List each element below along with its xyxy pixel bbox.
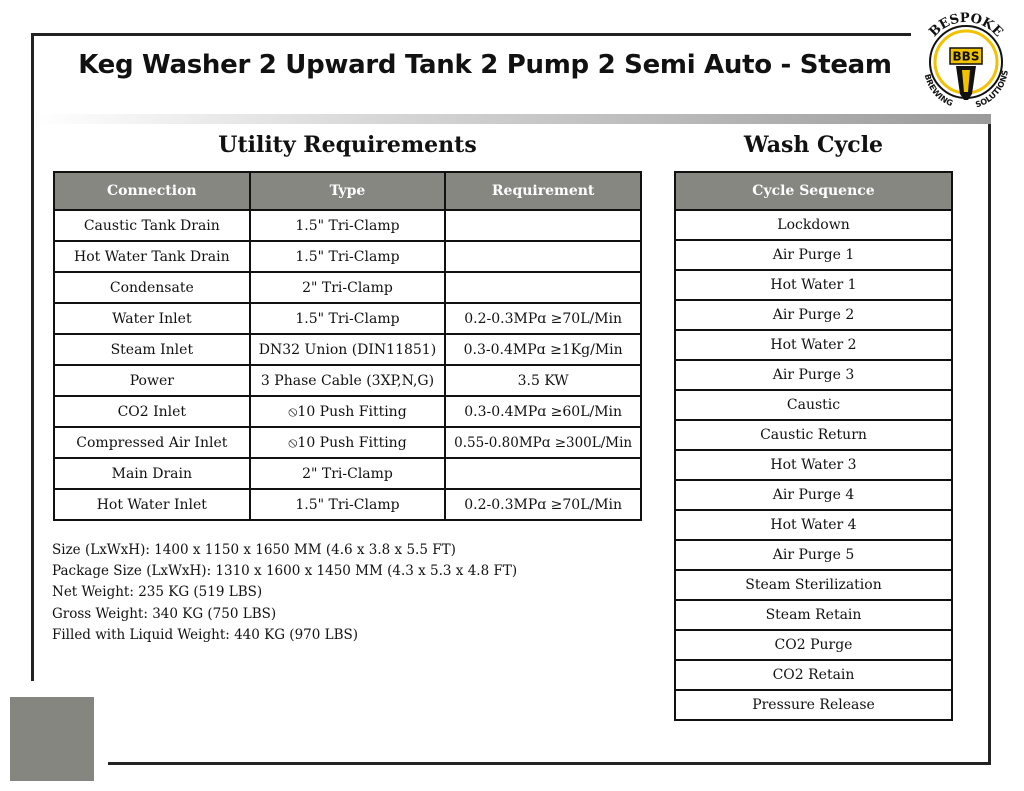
requirement-cell: 0.55-0.80MPɑ ≥300L/Min: [445, 427, 641, 458]
list-item: [675, 420, 952, 450]
requirement-cell: [445, 210, 641, 241]
cycle-step: Air Purge 5: [675, 540, 952, 570]
type-cell: 1.5" Tri-Clamp: [250, 210, 446, 241]
cycle-step: CO2 Retain: [675, 660, 952, 690]
connection-cell: Hot Water Inlet: [54, 489, 250, 520]
list-item: [675, 510, 952, 540]
connection-cell: Compressed Air Inlet: [54, 427, 250, 458]
cycle-step: Caustic: [675, 390, 952, 420]
column-header-cycle-sequence: Cycle Sequence: [675, 172, 952, 210]
connection-cell: Main Drain: [54, 458, 250, 489]
table-row: [54, 365, 641, 396]
table-row: [54, 458, 641, 489]
cycle-step: CO2 Purge: [675, 630, 952, 660]
cycle-step: Pressure Release: [675, 690, 952, 720]
list-item: [675, 600, 952, 630]
list-item: [675, 240, 952, 270]
list-item: [675, 570, 952, 600]
type-cell: 1.5" Tri-Clamp: [250, 303, 446, 334]
utility-header-row: [54, 172, 641, 210]
type-cell: ⦸10 Push Fitting: [250, 396, 446, 427]
type-cell: 3 Phase Cable (3XP,N,G): [250, 365, 446, 396]
requirement-cell: 0.3-0.4MPɑ ≥60L/Min: [445, 396, 641, 427]
frame-top-line: [31, 33, 911, 36]
utility-requirements-table: [53, 171, 642, 521]
header-gradient-band: [34, 114, 991, 124]
wash-header-row: [675, 172, 952, 210]
list-item: [675, 690, 952, 720]
spec-filled-weight: Filled with Liquid Weight: 440 KG (970 LBS): [52, 626, 359, 643]
logo-top-text: BESPOKE: [926, 10, 1006, 41]
connection-cell: Water Inlet: [54, 303, 250, 334]
requirement-cell: 0.3-0.4MPɑ ≥1Kg/Min: [445, 334, 641, 365]
wash-cycle-title: Wash Cycle: [743, 132, 884, 158]
cycle-step: Caustic Return: [675, 420, 952, 450]
table-row: [54, 303, 641, 334]
specifications-block: [52, 540, 612, 646]
list-item: [675, 630, 952, 660]
spec-size: Size (LxWxH): 1400 x 1150 x 1650 MM (4.6 x 3.8 x 5.5 FT): [52, 542, 456, 558]
type-cell: 2" Tri-Clamp: [250, 272, 446, 303]
logo-left-text: BREWING: [922, 73, 955, 109]
list-item: [675, 480, 952, 510]
requirement-cell: 0.2-0.3MPɑ ≥70L/Min: [445, 489, 641, 520]
list-item: [675, 540, 952, 570]
table-row: [54, 241, 641, 272]
type-cell: 1.5" Tri-Clamp: [250, 489, 446, 520]
type-cell: DN32 Union (DIN11851): [250, 334, 446, 365]
type-cell: 1.5" Tri-Clamp: [250, 241, 446, 272]
column-header-requirement: Requirement: [445, 172, 641, 210]
spec-gross-weight: Gross Weight: 340 KG (750 LBS): [52, 605, 277, 622]
connection-cell: Caustic Tank Drain: [54, 210, 250, 241]
requirement-cell: 3.5 KW: [445, 365, 641, 396]
spec-package-size: Package Size (LxWxH): 1310 x 1600 x 1450 MM (4.3 x 5.3 x 4.8 FT): [52, 563, 518, 580]
type-cell: 2" Tri-Clamp: [250, 458, 446, 489]
cycle-step: Hot Water 4: [675, 510, 952, 540]
list-item: [675, 660, 952, 690]
cycle-step: Hot Water 1: [675, 270, 952, 300]
wash-cycle-table: [674, 171, 953, 721]
connection-cell: CO2 Inlet: [54, 396, 250, 427]
frame-bottom-line: [108, 762, 991, 765]
cycle-step: Air Purge 3: [675, 360, 952, 390]
logo-center-text: BBS: [952, 49, 980, 64]
list-item: [675, 450, 952, 480]
cycle-step: Air Purge 1: [675, 240, 952, 270]
page-title: Keg Washer 2 Upward Tank 2 Pump 2 Semi Auto - Steam: [78, 50, 892, 80]
cycle-step: Hot Water 3: [675, 450, 952, 480]
column-header-connection: Connection: [54, 172, 250, 210]
frame-right-line: [988, 115, 991, 765]
type-cell: ⦸10 Push Fitting: [250, 427, 446, 458]
list-item: [675, 390, 952, 420]
cycle-step: Lockdown: [675, 210, 952, 240]
list-item: [675, 270, 952, 300]
cycle-step: Steam Sterilization: [675, 570, 952, 600]
corner-gray-square: [10, 697, 94, 781]
requirement-cell: [445, 458, 641, 489]
cycle-step: Air Purge 4: [675, 480, 952, 510]
bbs-logo: [912, 8, 1020, 116]
requirement-cell: [445, 272, 641, 303]
list-item: [675, 360, 952, 390]
logo-right-text: SOLUTIONS: [974, 69, 1010, 110]
requirement-cell: 0.2-0.3MPɑ ≥70L/Min: [445, 303, 641, 334]
frame-left-line: [31, 33, 34, 681]
cycle-step: Air Purge 2: [675, 300, 952, 330]
connection-cell: Condensate: [54, 272, 250, 303]
table-row: [54, 427, 641, 458]
table-row: [54, 489, 641, 520]
cycle-step: Steam Retain: [675, 600, 952, 630]
list-item: [675, 210, 952, 240]
connection-cell: Power: [54, 365, 250, 396]
table-row: [54, 210, 641, 241]
table-row: [54, 272, 641, 303]
table-row: [54, 334, 641, 365]
utility-requirements-title: Utility Requirements: [218, 132, 477, 158]
spec-net-weight: Net Weight: 235 KG (519 LBS): [52, 584, 263, 601]
table-row: [54, 396, 641, 427]
cycle-step: Hot Water 2: [675, 330, 952, 360]
connection-cell: Hot Water Tank Drain: [54, 241, 250, 272]
connection-cell: Steam Inlet: [54, 334, 250, 365]
requirement-cell: [445, 241, 641, 272]
list-item: [675, 330, 952, 360]
column-header-type: Type: [250, 172, 446, 210]
list-item: [675, 300, 952, 330]
